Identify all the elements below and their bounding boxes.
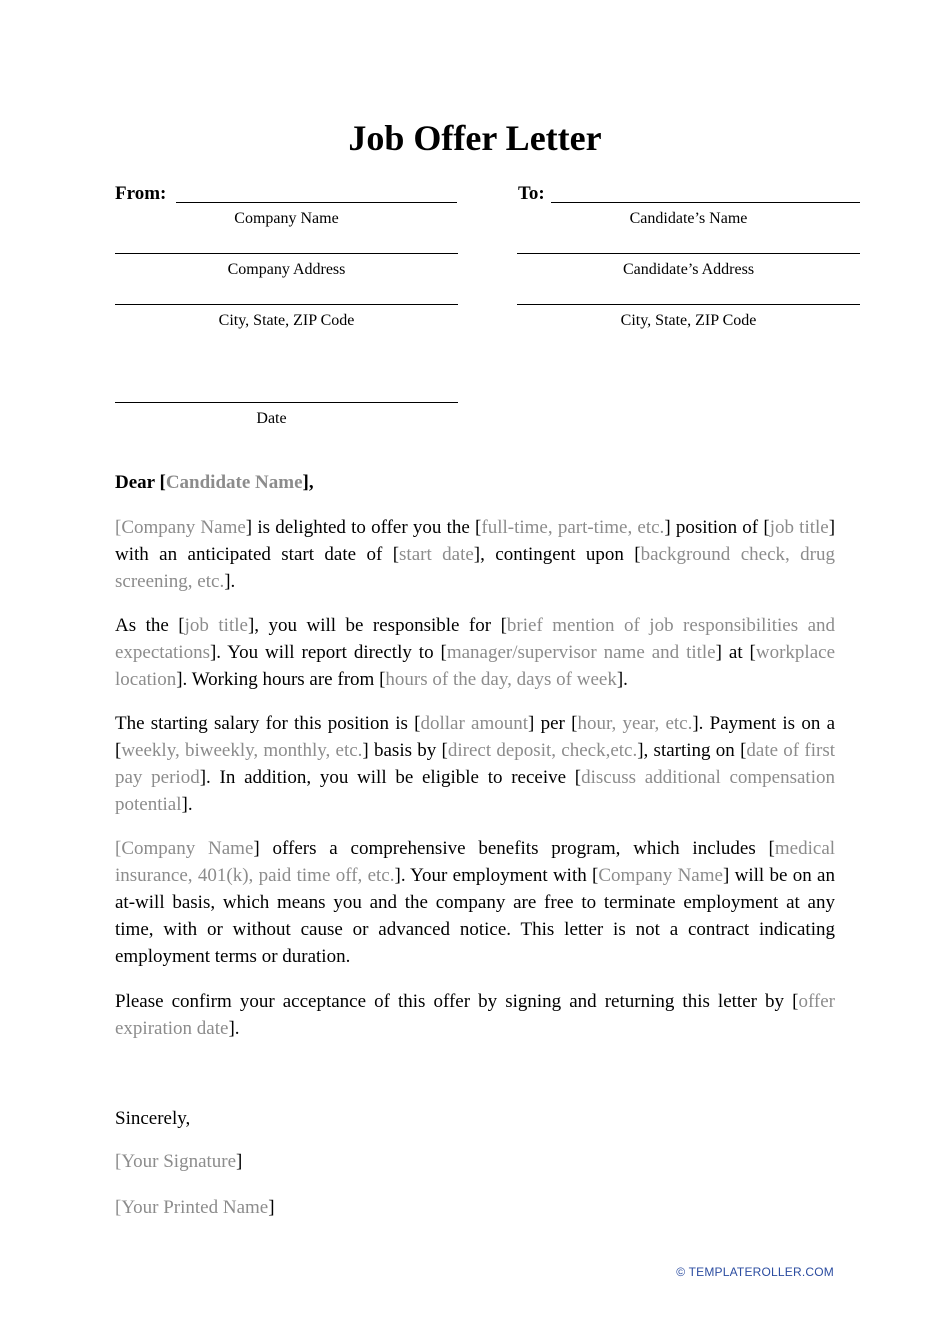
employment-type-placeholder[interactable]: full-time, part-time, etc. [481, 517, 665, 538]
payment-method-placeholder[interactable]: direct deposit, check,etc. [447, 740, 638, 761]
to-candidate-name-line[interactable] [551, 202, 860, 203]
from-company-address-caption: Company Address [227, 261, 346, 278]
working-hours-placeholder[interactable]: hours of the day, days of week [385, 669, 617, 690]
salutation-prefix: Dear [ [115, 472, 166, 493]
from-city-state-zip-line[interactable] [115, 304, 458, 305]
benefits-placeholder[interactable]: medical insurance, 401(k), paid time off, etc. [115, 838, 836, 886]
templateroller-link[interactable]: © TEMPLATEROLLER.COM [676, 1265, 834, 1279]
first-pay-date-placeholder[interactable]: date of first pay period [115, 740, 836, 788]
company-name-placeholder[interactable]: Company Name [121, 517, 246, 538]
job-title-placeholder[interactable]: job title [184, 615, 248, 636]
from-company-address-line[interactable] [115, 253, 458, 254]
date-line[interactable] [115, 402, 458, 403]
printed-name-placeholder[interactable]: Your Printed Name [121, 1197, 269, 1218]
workplace-location-placeholder[interactable]: workplace location [115, 642, 836, 690]
candidate-name-placeholder[interactable]: Candidate Name [165, 472, 303, 493]
company-name-placeholder[interactable]: Company Name [598, 865, 723, 886]
company-name-placeholder[interactable]: Company Name [121, 838, 254, 859]
from-label: From: [115, 183, 167, 204]
to-candidate-address-line[interactable] [517, 253, 860, 254]
responsibilities-placeholder[interactable]: brief mention of job responsibilities and expectations [115, 615, 836, 663]
responsibilities-paragraph: As the [job title], you will be responsible for [brief mention of job responsibilities and expectations]. You will report directly to [manager/supervisor name and title] at [workplace location]. Working hours are from [hours of the day, days of week]. [115, 615, 836, 690]
salutation [115, 471, 314, 495]
document-title: Job Offer Letter [348, 118, 602, 158]
printed-name-line: [Your Printed Name] [115, 1197, 275, 1218]
screening-placeholder[interactable]: background check, drug screening, etc. [115, 544, 835, 592]
signature-line: [Your Signature] [115, 1151, 243, 1172]
to-city-state-zip-caption: City, State, ZIP Code [620, 312, 757, 329]
manager-placeholder[interactable]: manager/supervisor name and title [446, 642, 716, 663]
salary-paragraph: The starting salary for this position is [dollar amount] per [hour, year, etc.]. Payment is on a [weekly, biweekly, monthly, etc.] basis by [direct deposit, check,etc.], starting on [date of first pay period]. In addition, you will be eligible to receive [discuss additional compensation potential]. [115, 713, 836, 815]
date-caption: Date [256, 410, 287, 427]
offer-paragraph: [Company Name] is delighted to offer you the [full-time, part-time, etc.] position of [job title] with an anticipated start date of [start date], contingent upon [background check, drug screening, etc.]. [115, 517, 836, 592]
payment-frequency-placeholder[interactable]: weekly, biweekly, monthly, etc. [121, 740, 363, 761]
start-date-placeholder[interactable]: start date [399, 544, 474, 565]
pay-period-placeholder[interactable]: hour, year, etc. [577, 713, 693, 734]
to-candidate-name-caption: Candidate’s Name [629, 210, 748, 227]
from-company-name-caption: Company Name [234, 210, 339, 227]
offer-expiration-placeholder[interactable]: offer expiration date [115, 991, 836, 1039]
confirmation-paragraph: Please confirm your acceptance of this offer by signing and returning this letter by [offer expiration date]. [115, 991, 836, 1039]
closing-sincerely: Sincerely, [115, 1108, 191, 1129]
compensation-placeholder[interactable]: discuss additional compensation potential [115, 767, 835, 815]
to-label: To: [518, 183, 545, 204]
salutation-suffix: ], [302, 472, 314, 493]
benefits-paragraph: [Company Name] offers a comprehensive benefits program, which includes [medical insurance, 401(k), paid time off, etc.]. Your employment with [Company Name] will be on an at-will basis, which means you and the company are free to terminate employment at any time, with or without cause or advanced notice. This letter is not a contract indicating employment terms or duration. [115, 838, 836, 967]
to-city-state-zip-line[interactable] [517, 304, 860, 305]
dollar-amount-placeholder[interactable]: dollar amount [420, 713, 529, 734]
signature-placeholder[interactable]: Your Signature [121, 1151, 237, 1172]
from-company-name-line[interactable] [176, 202, 457, 203]
to-candidate-address-caption: Candidate’s Address [622, 261, 755, 278]
from-city-state-zip-caption: City, State, ZIP Code [218, 312, 355, 329]
job-title-placeholder[interactable]: job title [769, 517, 829, 538]
